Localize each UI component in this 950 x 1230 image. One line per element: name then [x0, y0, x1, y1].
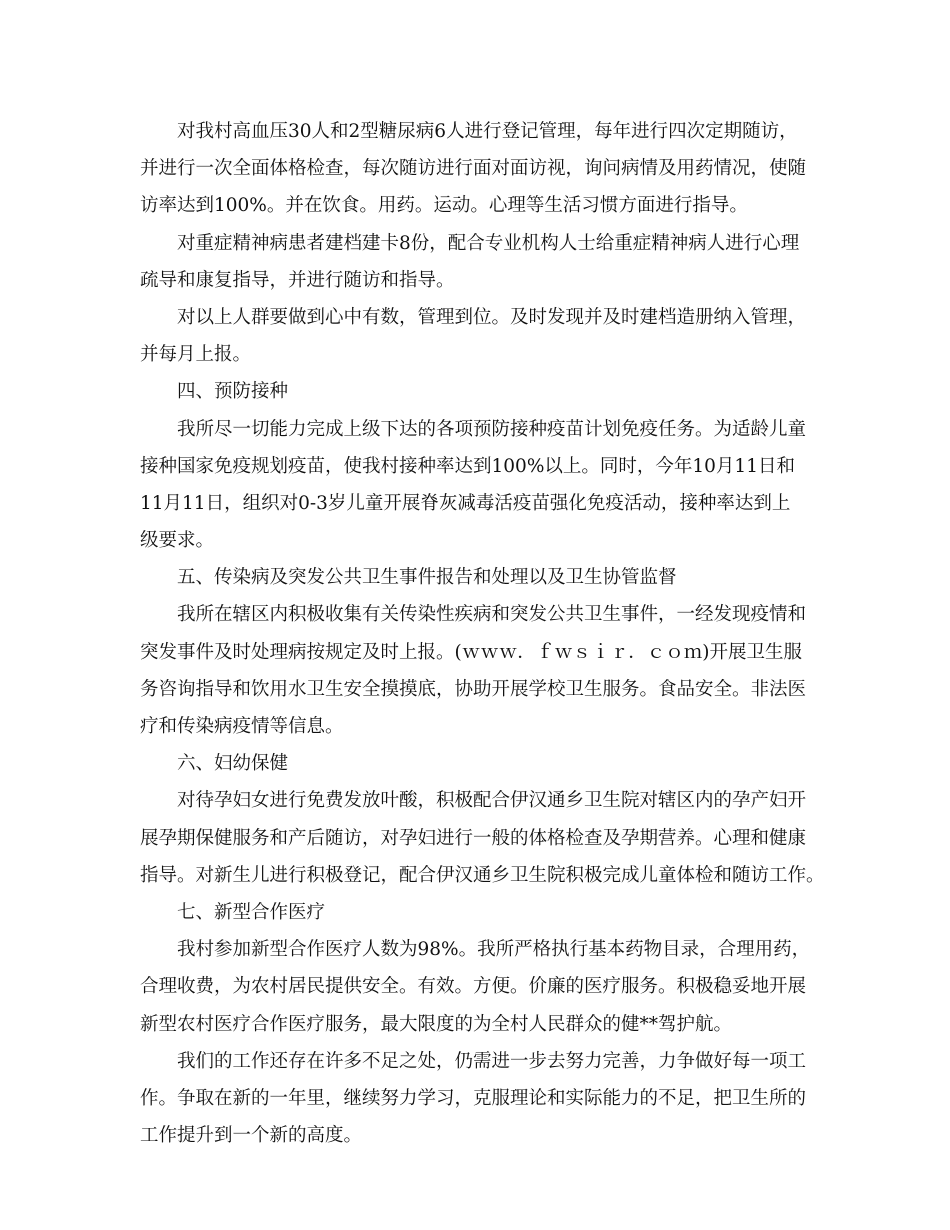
document-body: [140, 113, 830, 1154]
paragraph-line: 并每月上报。: [140, 344, 252, 366]
paragraph-line: 工作提升到一个新的高度。: [140, 1125, 363, 1147]
paragraph-first-line: 对重症精神病患者建档建卡8份，配合专业机构人士给重症精神病人进行心理: [177, 232, 800, 254]
paragraph-first-line: 六、妇幼保健: [177, 753, 289, 775]
paragraph-line: 访率达到100%。并在饮食。用药。运动。心理等生活习惯方面进行指导。: [140, 195, 748, 217]
paragraph-first-line: 我村参加新型合作医疗人数为98%。我所严格执行基本药物目录，合理用药，: [177, 939, 811, 961]
paragraph-first-line: 我们的工作还存在许多不足之处，仍需进一步去努力完善，力争做好每一项工: [177, 1050, 807, 1072]
paragraph-first-line: 四、预防接种: [177, 381, 289, 403]
paragraph-line: 务咨询指导和饮用水卫生安全摸摸底，协助开展学校卫生服务。食品安全。非法医: [140, 678, 807, 700]
paragraph-line: 并进行一次全面体格检查，每次随访进行面对面访视，询问病情及用药情况，使随: [140, 158, 807, 180]
paragraph-line: 突发事件及时处理病按规定及时上报。(ｗｗｗ．ｆｗｓｉｒ．ｃｏｍ)开展卫生服: [140, 641, 802, 663]
paragraph-line: 新型农村医疗合作医疗服务，最大限度的为全村人民群众的健**驾护航。: [140, 1013, 733, 1035]
paragraph-line: 疏导和康复指导，并进行随访和指导。: [140, 269, 455, 291]
paragraph-line: 展孕期保健服务和产后随访，对孕妇进行一般的体格检查及孕期营养。心理和健康: [140, 827, 807, 849]
paragraph-first-line: 我所尽一切能力完成上级下达的各项预防接种疫苗计划免疫任务。为适龄儿童: [177, 418, 807, 440]
paragraph-first-line: 对我村高血压30人和2型糖尿病6人进行登记管理，每年进行四次定期随访，: [177, 121, 798, 142]
paragraph-line: 接种国家免疫规划疫苗，使我村接种率达到100%以上。同时，今年10月11日和: [140, 455, 795, 477]
paragraph-first-line: 对以上人群要做到心中有数，管理到位。及时发现并及时建档造册纳入管理，: [177, 306, 807, 328]
paragraph-line: 指导。对新生儿进行积极登记，配合伊汉通乡卫生院积极完成儿童体检和随访工作。: [140, 864, 825, 886]
paragraph-line: 级要求。: [140, 530, 215, 552]
paragraph-first-line: 我所在辖区内积极收集有关传染性疾病和突发公共卫生事件，一经发现疫情和: [177, 604, 807, 626]
paragraph-first-line: 对待孕妇女进行免费发放叶酸，积极配合伊汉通乡卫生院对辖区内的孕产妇开: [177, 790, 807, 812]
paragraph-line: 合理收费，为农村居民提供安全。有效。方便。价廉的医疗服务。积极稳妥地开展: [140, 976, 807, 998]
paragraph-line: 疗和传染病疫情等信息。: [140, 716, 344, 737]
paragraph-line: 作。争取在新的一年里，继续努力学习，克服理论和实际能力的不足，把卫生所的: [140, 1087, 807, 1109]
paragraph-first-line: 五、传染病及突发公共卫生事件报告和处理以及卫生协管监督: [177, 567, 677, 589]
paragraph-line: 11月11日，组织对0-3岁儿童开展脊灰减毒活疫苗强化免疫活动，接种率达到上: [140, 492, 791, 514]
paragraph-first-line: 七、新型合作医疗: [177, 901, 326, 923]
